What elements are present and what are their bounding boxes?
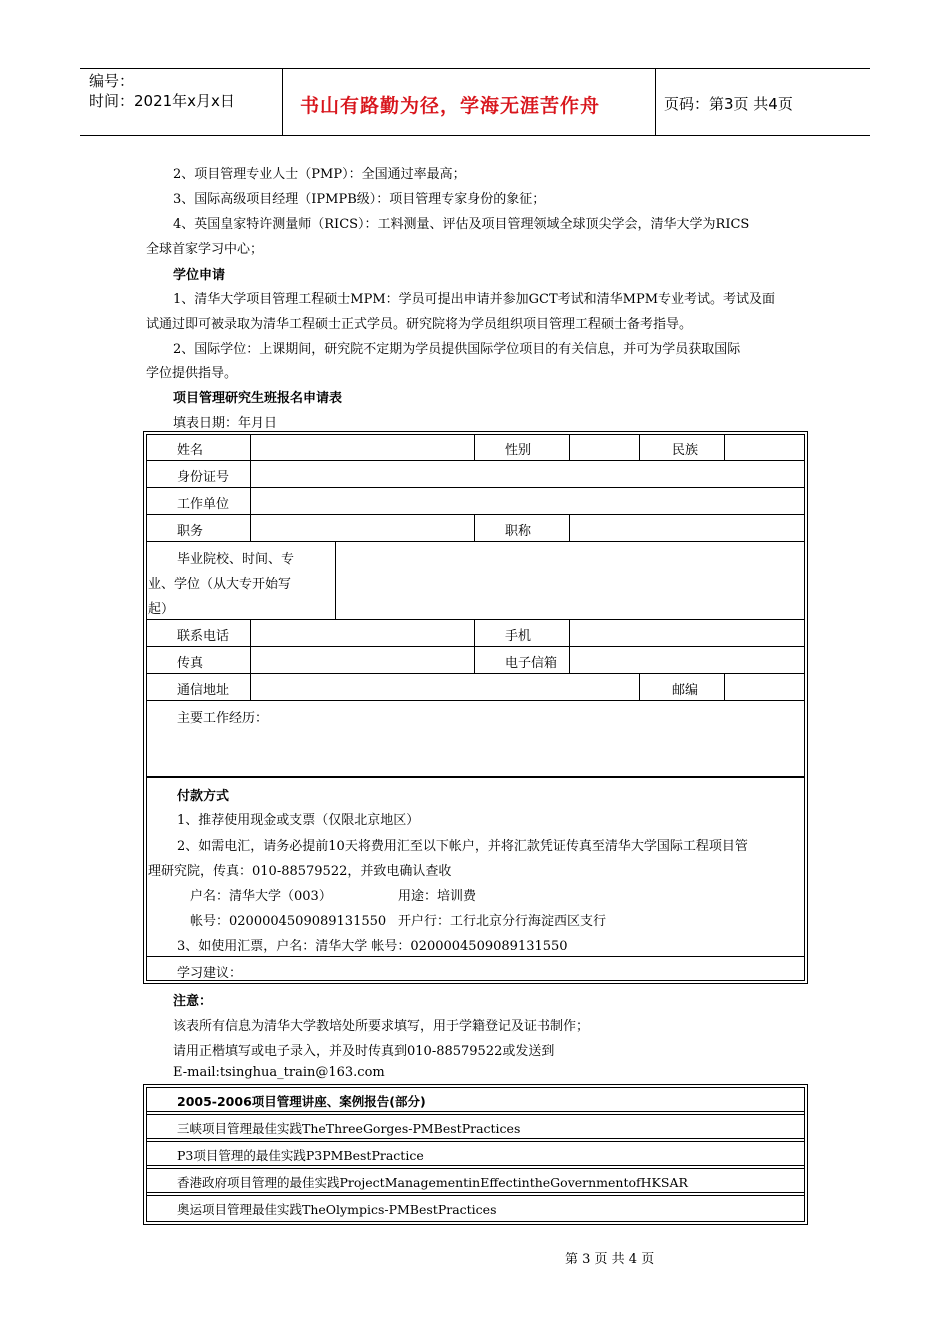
payment-heading: 付款方式 (177, 789, 230, 804)
cert-item: 2、项目管理专业人士（PMP）：全国通过率最高； (173, 167, 466, 182)
email-label: 电子信箱 (505, 656, 558, 671)
payment-line: 2、如需电汇，请务必提前10天将费用汇至以下帐户，并将汇款凭证传真至清华大学国际工程项目管 (177, 839, 748, 854)
motto: 书山有路勤为径，学海无涯苦作舟 (300, 95, 601, 117)
serial-label: 编号： (89, 72, 135, 90)
degree-item: 试通过即可被录取为清华工程硕士正式学员。研究院将为学员组织项目管理工程硕士备考指导。 (146, 317, 693, 332)
page-footer: 第 3 页 共 4 页 (565, 1252, 655, 1267)
account-number: 帐号：0200004509089131550 (190, 914, 387, 929)
education-label: 毕业院校、时间、专 (177, 552, 295, 567)
draft-info: 3、如使用汇票，户名：清华大学 帐号：0200004509089131550 (177, 939, 568, 954)
note-line: 请用正楷填写或电子录入，并及时传真到010-88579522或发送到 (173, 1044, 555, 1059)
address-label: 通信地址 (177, 683, 230, 698)
cert-item: 4、英国皇家特许测量师（RICS）：工料测量、评估及项目管理领域全球顶尖学会，清华大学为RICS (173, 217, 750, 232)
cert-item: 3、国际高级项目经理（IPMPB级）：项目管理专家身份的象征； (173, 192, 546, 207)
gender-label: 性别 (505, 443, 532, 458)
page-label: 页码：第3页 共4页 (664, 95, 793, 113)
degree-item: 2、国际学位：上课期间，研究院不定期为学员提供国际学位项目的有关信息，并可为学员获取国际 (173, 342, 741, 357)
suggestion-label: 学习建议： (177, 966, 243, 981)
form-title: 项目管理研究生班报名申请表 (173, 391, 343, 406)
date-label: 时间：2021年x月x日 (89, 92, 235, 110)
bank: 开户行：工行北京分行海淀西区支行 (398, 914, 607, 929)
payment-line: 1、推荐使用现金或支票（仅限北京地区） (177, 813, 420, 828)
reports-heading: 2005-2006项目管理讲座、案例报告(部分) (177, 1094, 426, 1109)
ethnicity-label: 民族 (672, 443, 699, 458)
payment-line: 理研究院，传真：010-88579522，并致电确认查收 (148, 864, 452, 879)
email-link: E-mail:tsinghua_train@163.com (173, 1065, 385, 1080)
title-label: 职称 (505, 524, 532, 539)
cert-item: 全球首家学习中心； (146, 242, 264, 257)
postcode-label: 邮编 (672, 683, 699, 698)
experience-label: 主要工作经历： (177, 711, 269, 726)
note-line: 该表所有信息为清华大学教培处所要求填写，用于学籍登记及证书制作； (173, 1019, 590, 1034)
report-item: 香港政府项目管理的最佳实践ProjectManagementinEffectintheGovernmentofHKSAR (177, 1175, 688, 1190)
degree-item: 1、清华大学项目管理工程硕士MPM：学员可提出申请并参加GCT考试和清华MPM专业考试。考试及面 (173, 292, 776, 307)
usage: 用途：培训费 (398, 889, 477, 904)
degree-heading: 学位申请 (173, 268, 226, 283)
report-item: 三峡项目管理最佳实践TheThreeGorges-PMBestPractices (177, 1121, 521, 1136)
degree-item: 学位提供指导。 (146, 366, 238, 381)
report-item: 奥运项目管理最佳实践TheOlympics-PMBestPractices (177, 1202, 497, 1217)
name-label: 姓名 (177, 443, 204, 458)
id-number-label: 身份证号 (177, 470, 230, 485)
account-name: 户名：清华大学（003） (190, 889, 332, 904)
education-label: 业、学位（从大专开始写 (148, 577, 292, 592)
fax-label: 传真 (177, 656, 204, 671)
education-label: 起） (148, 602, 175, 617)
phone-label: 联系电话 (177, 629, 230, 644)
report-item: P3项目管理的最佳实践P3PMBestPractice (177, 1148, 424, 1163)
position-label: 职务 (177, 524, 204, 539)
fill-date: 填表日期：年月日 (173, 416, 278, 431)
employer-label: 工作单位 (177, 497, 230, 512)
notes-heading: 注意： (173, 994, 213, 1009)
mobile-label: 手机 (505, 629, 532, 644)
